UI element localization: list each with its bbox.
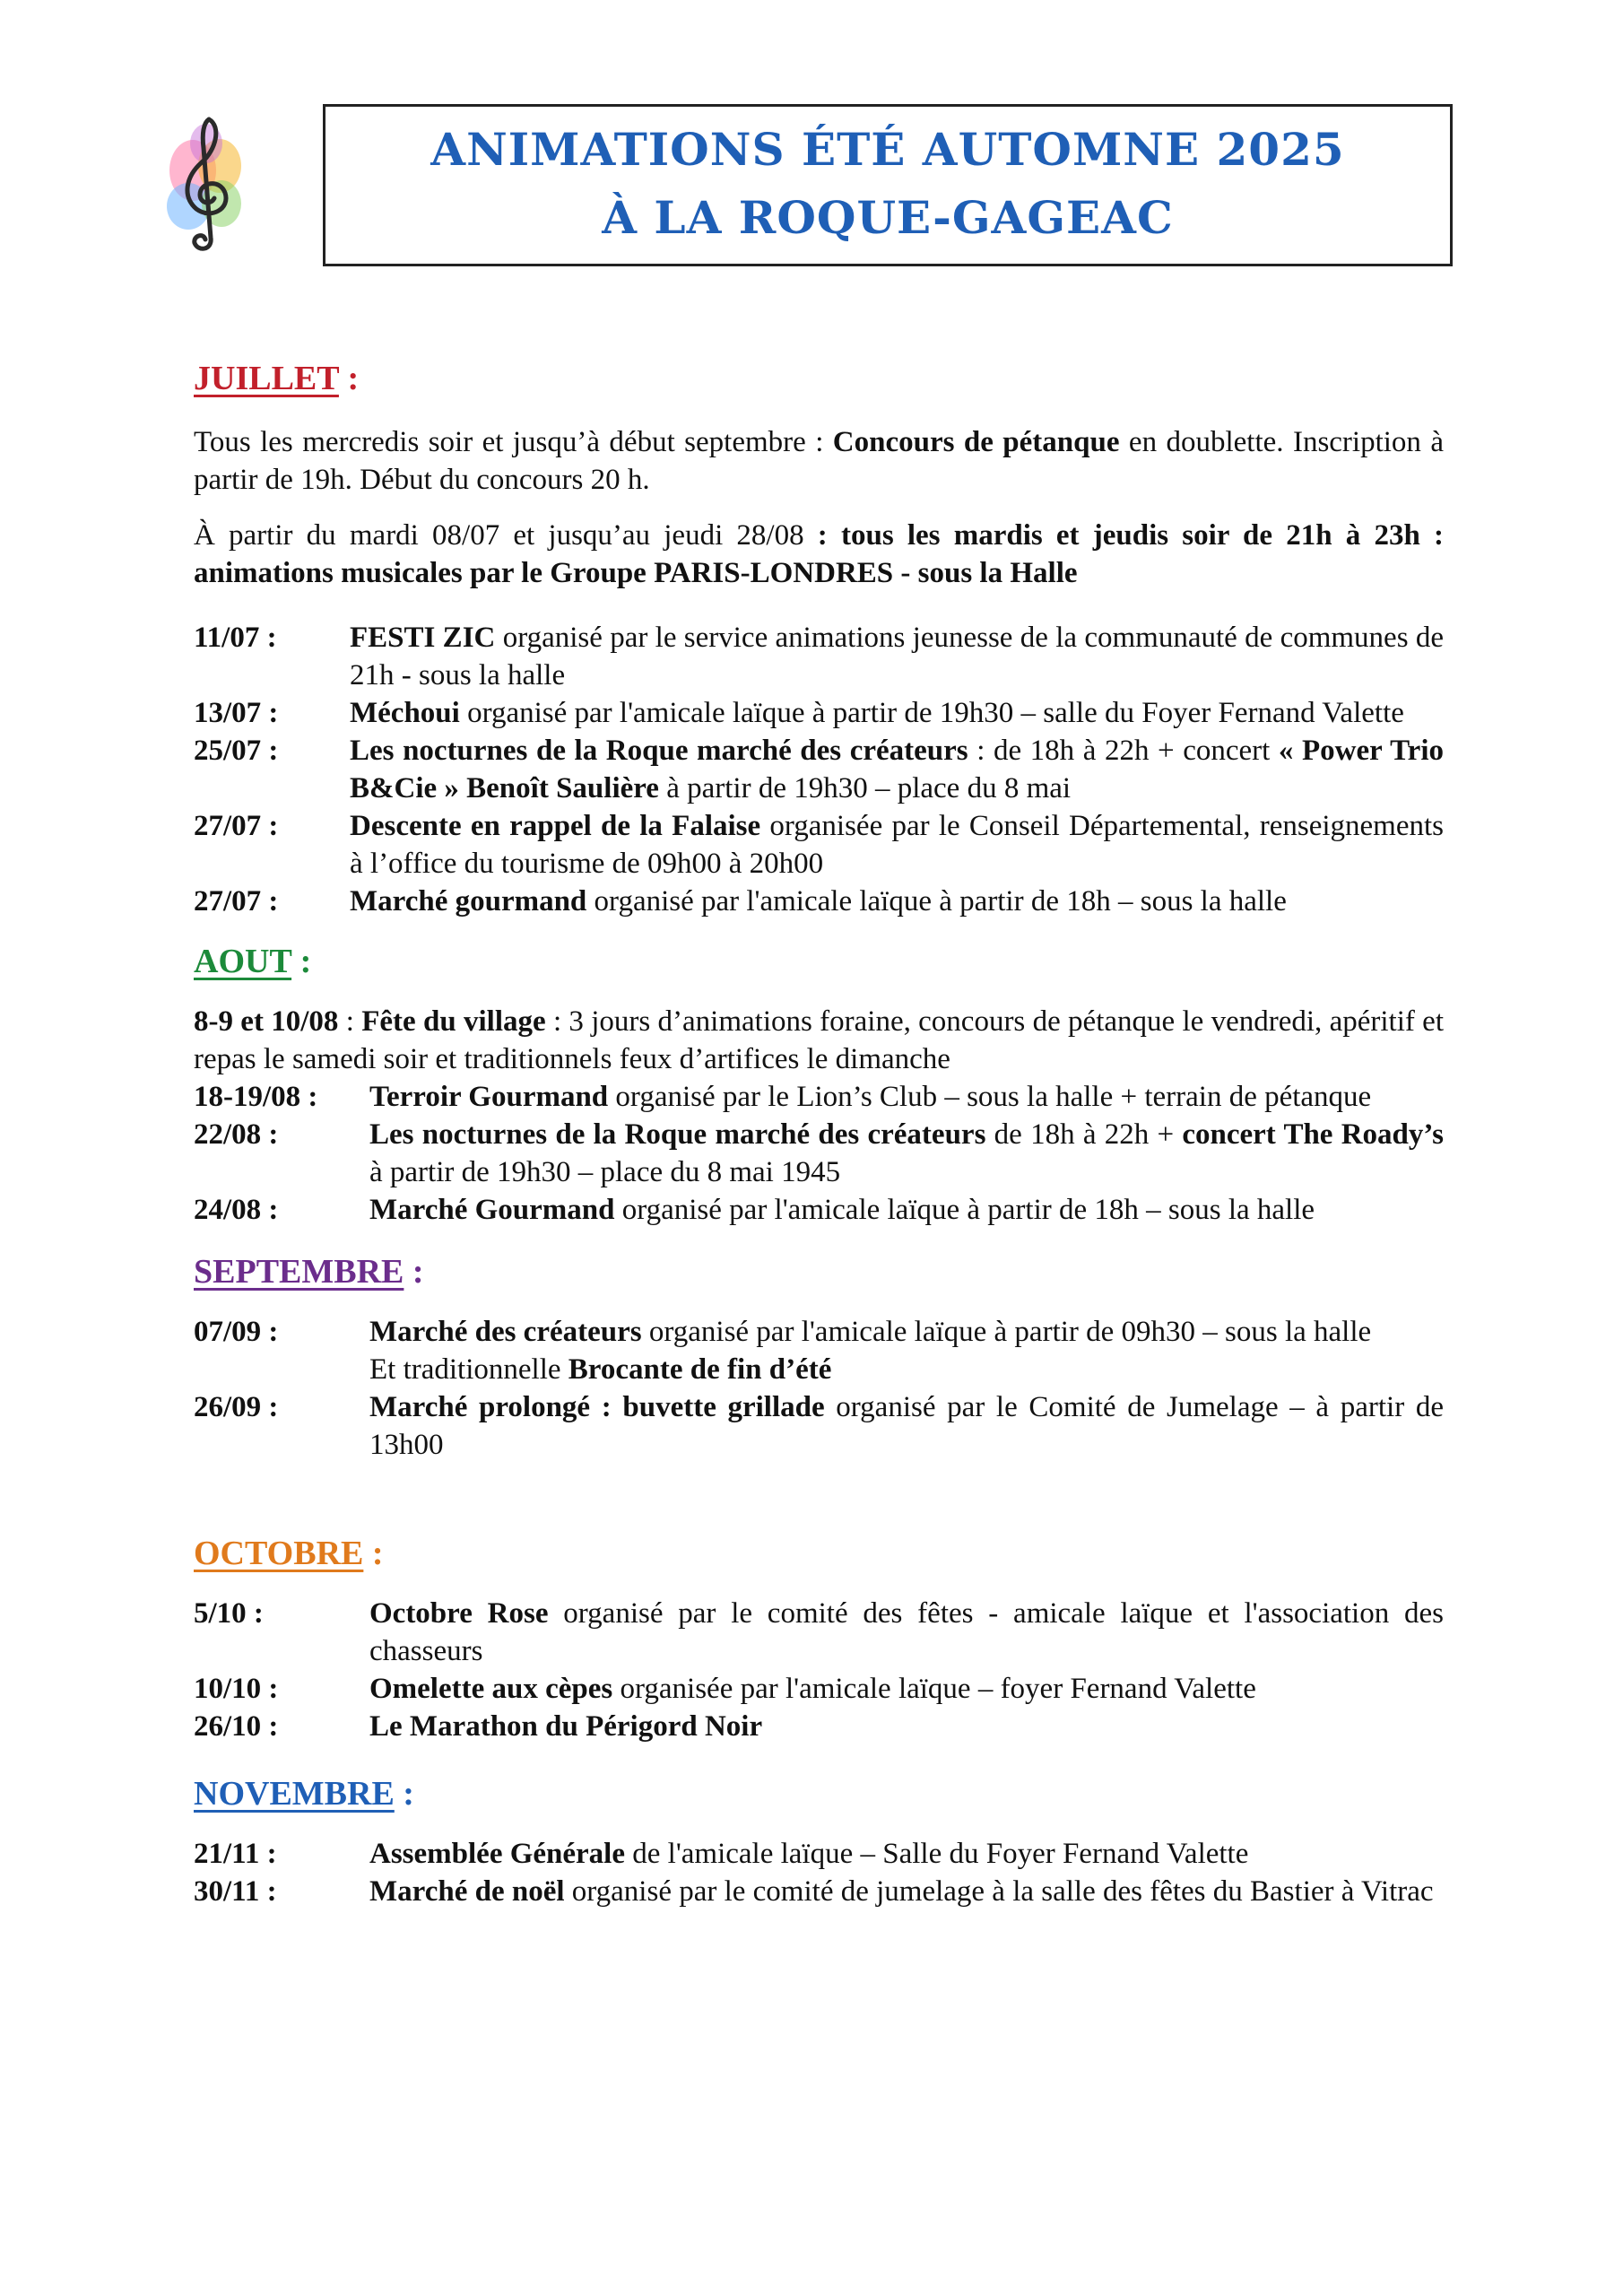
event-row: [194, 1313, 1444, 1388]
event-description: Marché de noël organisé par le comité de jumelage à la salle des fêtes du Bastier à Vitrac: [369, 1875, 1434, 1908]
event-row: [194, 1873, 1444, 1910]
event-description: Terroir Gourmand organisé par le Lion’s Club – sous la halle + terrain de pétanque: [369, 1081, 1372, 1113]
event-row: [194, 1670, 1444, 1708]
title-box: [323, 104, 1453, 266]
event-date: 24/08 :: [194, 1194, 279, 1226]
event-description: Assemblée Générale de l'amicale laïque – Salle du Foyer Fernand Valette: [369, 1838, 1249, 1870]
event-description: Marché des créateurs organisé par l'amicale laïque à partir de 09h30 – sous la halle Et traditionnelle Brocante de fin d’été: [369, 1316, 1372, 1386]
event-calendar: [194, 357, 1444, 1910]
page-title-line-2: À LA ROQUE-GAGEAC: [602, 191, 1174, 244]
event-description: Descente en rappel de la Falaise organisée par le Conseil Départemental, renseignements à l’office du tourisme de 09h00 à 20h00: [350, 810, 1444, 880]
event-description: Le Marathon du Périgord Noir: [369, 1710, 763, 1743]
page-title-line-1: ANIMATIONS ÉTÉ AUTOMNE 2025: [430, 123, 1345, 176]
month-heading-novembre: NOVEMBRE :: [194, 1775, 414, 1813]
event-row: [194, 883, 1444, 920]
event-row: [194, 1191, 1444, 1229]
month-heading-aout: AOUT :: [194, 943, 312, 980]
event-row: [194, 619, 1444, 694]
event-date: 5/10 :: [194, 1597, 264, 1630]
event-date: 27/07 :: [194, 810, 279, 842]
event-row: [194, 1003, 1444, 1078]
event-row: [194, 1116, 1444, 1191]
event-date: 30/11 :: [194, 1875, 277, 1908]
event-description: Omelette aux cèpes organisée par l'amicale laïque – foyer Fernand Valette: [369, 1673, 1256, 1705]
event-row: [194, 1078, 1444, 1116]
event-row: [194, 807, 1444, 883]
event-row: [194, 732, 1444, 807]
event-date: 22/08 :: [194, 1118, 279, 1151]
event-date: 13/07 :: [194, 697, 279, 729]
event-row: [194, 694, 1444, 732]
event-date: 8-9 et 10/08: [194, 1005, 346, 1038]
event-description: Marché Gourmand organisé par l'amicale laïque à partir de 18h – sous la halle: [369, 1194, 1315, 1226]
month-heading-octobre: OCTOBRE :: [194, 1535, 384, 1572]
event-description: FESTI ZIC organisé par le service animations jeunesse de la communauté de communes de 21h - sous la halle: [350, 622, 1444, 691]
month-heading-juillet: JUILLET :: [194, 360, 360, 397]
event-date: 26/10 :: [194, 1710, 279, 1743]
event-date: 07/09 :: [194, 1316, 279, 1348]
event-date: 10/10 :: [194, 1673, 279, 1705]
event-description: Octobre Rose organisé par le comité des fêtes - amicale laïque et l'association des chasseurs: [369, 1597, 1444, 1667]
intro-petanque: Tous les mercredis soir et jusqu’à début septembre : Concours de pétanque en doublette. Inscription à partir de 19h. Début du concours 20 h.: [194, 426, 1444, 496]
event-date: 21/11 :: [194, 1838, 277, 1870]
event-description: Les nocturnes de la Roque marché des créateurs de 18h à 22h + concert The Roady’s à partir de 19h30 – place du 8 mai 1945: [369, 1118, 1445, 1188]
event-description: 8-9 et 10/08 : Fête du village : 3 jours d’animations foraine, concours de pétanque le vendredi, apéritif et repas le samedi soir et traditionnels feux d’artifices le dimanche: [194, 1005, 1444, 1075]
intro-musical: À partir du mardi 08/07 et jusqu’au jeudi 28/08 : tous les mardis et jeudis soir de 21h à 23h : animations musicales par le Groupe PARIS-LONDRES - sous la Halle: [194, 519, 1444, 589]
event-date: 18-19/08 :: [194, 1081, 318, 1113]
event-description: Marché gourmand organisé par l'amicale laïque à partir de 18h – sous la halle: [350, 885, 1287, 918]
event-date: 27/07 :: [194, 885, 279, 918]
event-date: 11/07 :: [194, 622, 277, 654]
event-description: Marché prolongé : buvette grillade organisé par le Comité de Jumelage – à partir de 13h00: [369, 1391, 1444, 1461]
event-description: Méchoui organisé par l'amicale laïque à partir de 19h30 – salle du Foyer Fernand Valette: [350, 697, 1404, 729]
event-row: [194, 1388, 1444, 1464]
event-date: 25/07 :: [194, 735, 279, 767]
event-row: [194, 1595, 1444, 1670]
event-row: [194, 1835, 1444, 1873]
event-description: Les nocturnes de la Roque marché des créateurs : de 18h à 22h + concert « Power Trio B&Cie » Benoît Saulière à partir de 19h30 – place du 8 mai: [350, 735, 1445, 804]
event-row: [194, 1708, 1444, 1745]
event-date: 26/09 :: [194, 1391, 279, 1423]
month-heading-septembre: SEPTEMBRE :: [194, 1253, 424, 1291]
treble-clef-logo-icon: [157, 103, 256, 256]
